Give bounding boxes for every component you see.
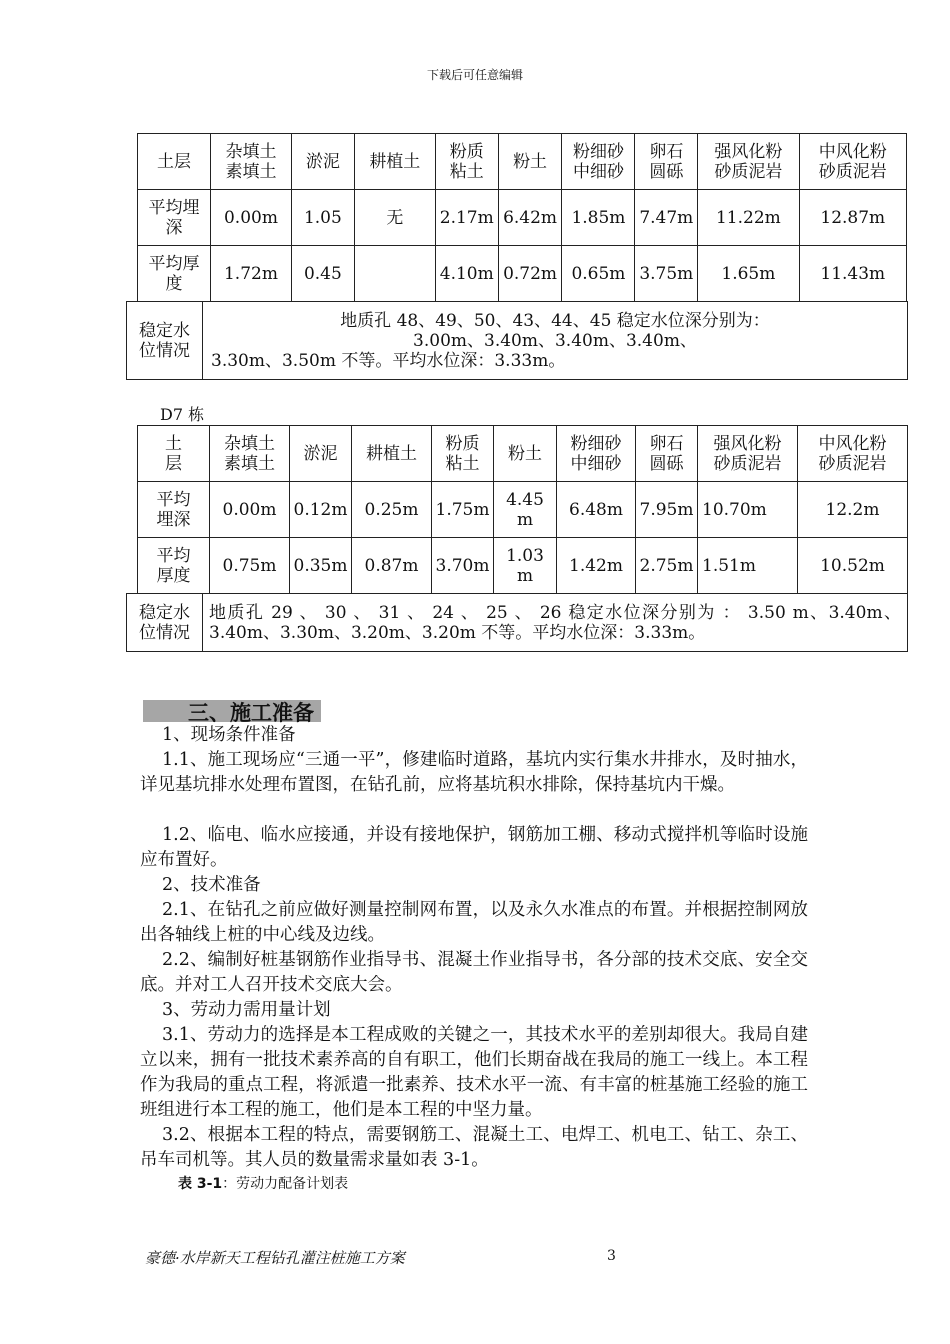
header-cell: 粉土 <box>498 134 562 190</box>
body-paragraph: 3.1、劳动力的选择是本工程成败的关键之一，其技术水平的差别却很大。我局自建立以来，拥有一批技术素养高的自有职工，他们长期奋战在我局的施工一线上。本工程作为我局的重点工程，将派遣一批素养、技术水平一流、有丰富的桩基施工经验的施工班组进行本工程的施工，他们是本工程的中坚力量。 <box>140 1025 808 1120</box>
header-cell: 中风化粉 砂质泥岩 <box>799 134 906 190</box>
water-level-label: 稳定水 位情况 <box>127 302 203 380</box>
section-title: 三、施工准备 <box>188 701 314 725</box>
water-line: 3.00m、3.40m、3.40m、3.40m、 <box>413 330 697 351</box>
header-cell: 卵石 圆砾 <box>636 426 698 482</box>
table-cell: 3.70m <box>432 538 494 594</box>
header-cell: 土 层 <box>138 426 210 482</box>
table-row <box>138 482 908 538</box>
header-cell: 粉细砂 中细砂 <box>562 134 635 190</box>
header-cell: 粉土 <box>494 426 557 482</box>
table-cell: 0.00m <box>210 190 291 246</box>
table-cell: 1.75m <box>432 482 494 538</box>
body-paragraph: 2、技术准备 <box>162 875 261 895</box>
row-label: 平均 埋深 <box>138 482 210 538</box>
body-paragraph: 1、现场条件准备 <box>162 725 296 745</box>
body-paragraph: 2.2、编制好桩基钢筋作业指导书、混凝土作业指导书，各分部的技术交底、安全交底。并对工人召开技术交底大会。 <box>140 950 808 995</box>
water-line: 地质孔 48、49、50、43、44、45 稳定水位深分别为： <box>340 310 770 331</box>
row-label: 平均 厚度 <box>138 538 210 594</box>
table-cell: 0.75m <box>210 538 290 594</box>
body-paragraph: 3.2、根据本工程的特点，需要钢筋工、混凝土工、电焊工、机电工、钻工、杂工、吊车司机等。其人员的数量需求量如表 3-1。 <box>140 1125 808 1170</box>
soil-table-1 <box>137 133 907 302</box>
table-cell: 4.10m <box>435 246 498 302</box>
table-cell: 0.12m <box>290 482 352 538</box>
header-cell: 耕植土 <box>352 426 432 482</box>
page-number: 3 <box>607 1248 616 1264</box>
table-cell: 6.42m <box>498 190 562 246</box>
water-level-text: 地质孔 29 、 30 、 31 、 24 、 25 、 26 稳定水位深分别为 ： 3.50 m、3.40m、3.40m、3.30m、3.20m、3.20m 不等。平均水位深：3.33m。 <box>203 594 908 652</box>
body-paragraph: 1.1、施工现场应“三通一平”，修建临时道路，基坑内实行集水井排水，及时抽水，详见基坑排水处理布置图，在钻孔前，应将基坑积水排除，保持基坑内干燥。 <box>140 750 808 795</box>
table-cell: 1.05 <box>291 190 354 246</box>
header-cell: 粉细砂 中细砂 <box>557 426 636 482</box>
header-cell: 淤泥 <box>290 426 352 482</box>
header-cell: 淤泥 <box>291 134 354 190</box>
row-label: 平均埋 深 <box>138 190 211 246</box>
table-cell: 1.72m <box>210 246 291 302</box>
table-cell: 11.43m <box>799 246 906 302</box>
table-row <box>138 538 908 594</box>
water-level-table-1 <box>126 301 908 380</box>
table-cell: 4.45 m <box>494 482 557 538</box>
header-cell: 中风化粉 砂质泥岩 <box>798 426 908 482</box>
header-note: 下载后可任意编辑 <box>426 68 523 82</box>
table-cell: 12.2m <box>798 482 908 538</box>
header-cell: 粉质 粘土 <box>435 134 498 190</box>
body-paragraph: 3、劳动力需用量计划 <box>162 1000 331 1020</box>
row-label: 平均厚 度 <box>138 246 211 302</box>
table-cell: 1.65m <box>698 246 799 302</box>
water-level-table-2 <box>126 593 908 652</box>
table-cell: 0.65m <box>562 246 635 302</box>
table-cell: 1.03 m <box>494 538 557 594</box>
table-cell: 0.72m <box>498 246 562 302</box>
table-cell: 12.87m <box>799 190 906 246</box>
table-cell <box>354 246 435 302</box>
table-caption-number: 表 3-1 <box>178 1176 223 1192</box>
table-cell: 1.42m <box>557 538 636 594</box>
table-cell: 1.51m <box>698 538 798 594</box>
table-cell: 0.87m <box>352 538 432 594</box>
table-cell: 2.17m <box>435 190 498 246</box>
header-cell: 粉质 粘土 <box>432 426 494 482</box>
table-cell: 10.52m <box>798 538 908 594</box>
building-caption: D7 栋 <box>160 405 205 424</box>
header-cell: 卵石 圆砾 <box>635 134 698 190</box>
header-cell: 强风化粉 砂质泥岩 <box>698 426 798 482</box>
body-paragraph: 1.2、临电、临水应接通，并设有接地保护，钢筋加工棚、移动式搅拌机等临时设施应布置好。 <box>140 825 808 870</box>
table-cell: 11.22m <box>698 190 799 246</box>
water-level-text <box>203 302 908 380</box>
table-cell: 10.70m <box>698 482 798 538</box>
table-caption <box>178 1173 348 1193</box>
table-cell: 1.85m <box>562 190 635 246</box>
table-cell: 2.75m <box>636 538 698 594</box>
table-caption-text: ：劳动力配备计划表 <box>222 1176 349 1192</box>
footer-title: 豪德·水岸新天工程钻孔灌注桩施工方案 <box>145 1249 405 1267</box>
body-paragraph: 2.1、在钻孔之前应做好测量控制网布置，以及永久水准点的布置。并根据控制网放出各轴线上桩的中心线及边线。 <box>140 900 808 945</box>
table-cell: 0.35m <box>290 538 352 594</box>
table-cell: 7.47m <box>635 190 698 246</box>
header-cell: 耕植土 <box>354 134 435 190</box>
header-cell: 杂填土 素填土 <box>210 426 290 482</box>
soil-table-2 <box>137 425 908 594</box>
table-cell: 3.75m <box>635 246 698 302</box>
table-cell: 0.45 <box>291 246 354 302</box>
table-row <box>138 190 907 246</box>
water-line: 3.30m、3.50m 不等。平均水位深：3.33m。 <box>211 350 566 371</box>
table-header-row <box>138 426 908 482</box>
table-cell: 0.25m <box>352 482 432 538</box>
header-cell: 杂填土 素填土 <box>210 134 291 190</box>
table-header-row <box>138 134 907 190</box>
header-cell: 土层 <box>138 134 211 190</box>
table-cell: 6.48m <box>557 482 636 538</box>
table-cell: 无 <box>354 190 435 246</box>
header-cell: 强风化粉 砂质泥岩 <box>698 134 799 190</box>
water-level-label: 稳定水 位情况 <box>127 594 203 652</box>
table-cell: 7.95m <box>636 482 698 538</box>
table-row <box>138 246 907 302</box>
table-cell: 0.00m <box>210 482 290 538</box>
